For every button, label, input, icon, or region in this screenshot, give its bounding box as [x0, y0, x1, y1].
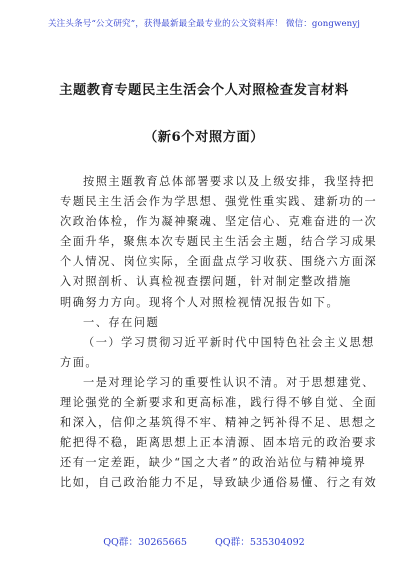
- footer-qq-group-2: QQ群：535304092: [214, 537, 305, 548]
- paragraph-line: 舵把得不稳，距离思想上正本清源、固本培元的政治要求: [60, 436, 378, 450]
- paragraph-line: 次政治体检，作为凝神聚魂、坚定信心、克难奋进的一次: [60, 215, 378, 229]
- footer-qq-group-1: QQ群：30265665: [103, 537, 187, 548]
- document-subtitle: （新6个对照方面）: [143, 130, 265, 145]
- paragraph-line: 还有一定差距，缺少“国之大者”的政治站位与精神境界: [60, 456, 367, 470]
- paragraph-line: 明确努力方向。现将个人对照检视情况报告如下。: [60, 295, 340, 309]
- section-heading: 一、存在问题: [83, 315, 160, 329]
- paragraph-line: 入对照剖析、认真检视查摆问题，针对制定整改措施: [60, 275, 352, 289]
- paragraph-line: 和深入，信仰之基筑得不牢、精神之钙补得不足、思想之: [60, 416, 378, 430]
- paragraph-line: 全面升华，聚焦本次专题民主生活会主题，结合学习成果: [60, 235, 378, 249]
- paragraph-line: 理论强党的全新要求和更高标准，践行得不够自觉、全面: [60, 396, 378, 410]
- body-text: [60, 172, 378, 494]
- paragraph-line: 比如，自己政治能力不足，导致缺少通俗易懂、行之有效: [60, 476, 378, 490]
- subsection-heading: （一）学习贯彻习近平新时代中国特色社会主义思想: [83, 335, 375, 349]
- paragraph-line: 个人情况、岗位实际，全面盘点学习收获、围绕六方面深: [60, 255, 378, 269]
- footer-contact: [0, 534, 408, 548]
- header-note: 关注头条号“公文研究”，获得最新最全最专业的公文资料库！ 微信：gongwenyj: [47, 19, 361, 29]
- paragraph-line: 一是对理论学习的重要性认识不清。对于思想建党、: [83, 375, 375, 389]
- subsection-heading-continued: 方面。: [60, 355, 99, 369]
- paragraph-line: 按照主题教育总体部署要求以及上级安排，我坚持把: [83, 175, 375, 188]
- paragraph-line: 专题民主生活会作为学思想、强党性重实践、建新功的一: [60, 195, 378, 209]
- document-title: 主题教育专题民主生活会个人对照检查发言材料: [59, 83, 349, 98]
